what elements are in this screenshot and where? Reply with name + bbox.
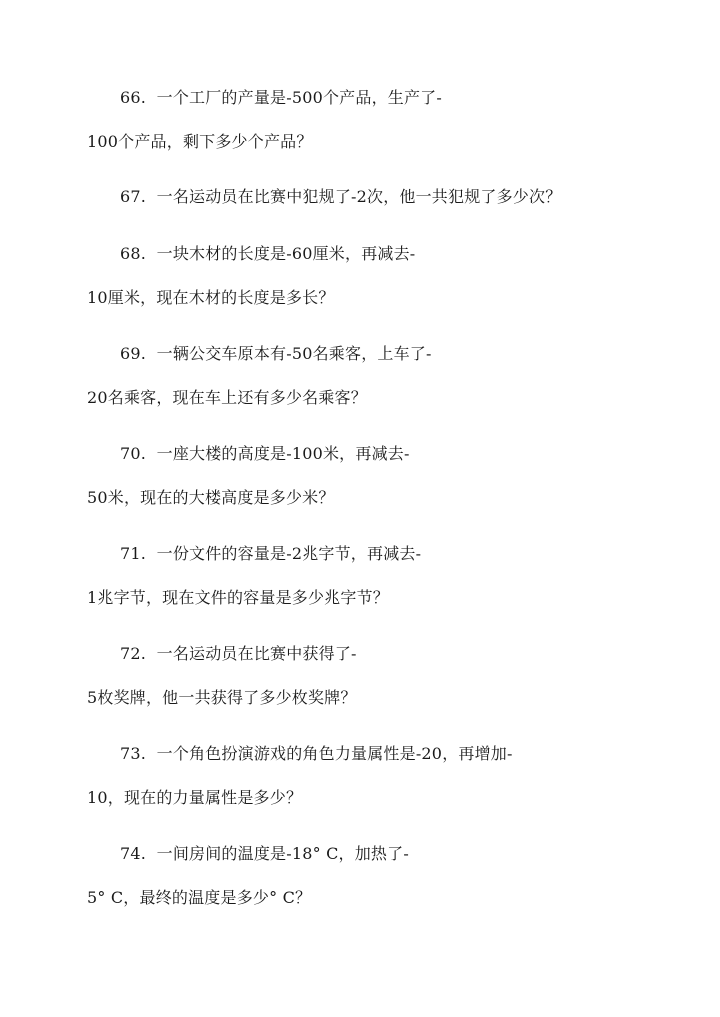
- problem-69-line-2: 20名乘客，现在车上还有多少名乘客？: [87, 388, 367, 407]
- problem-69-line-1: [120, 344, 432, 364]
- problem-68-line-2: 10厘米，现在木材的长度是多长？: [87, 288, 335, 307]
- problem-73-line-1: [120, 744, 513, 764]
- problem-text: 一个工厂的产量是-500个产品，生产了-: [156, 88, 442, 107]
- problem-text: 一辆公交车原本有-50名乘客，上车了-: [156, 344, 432, 363]
- problem-number: 74.: [120, 844, 147, 863]
- problem-number: 73.: [120, 744, 147, 763]
- problem-number: 68.: [120, 244, 147, 263]
- problem-number: 67.: [120, 187, 147, 206]
- problem-text: 一名运动员在比赛中获得了-: [156, 644, 357, 663]
- problem-text: 一份文件的容量是-2兆字节，再减去-: [156, 544, 422, 563]
- problem-74-line-1: [120, 844, 409, 864]
- problem-74-line-2: 5° C，最终的温度是多少° C？: [87, 888, 312, 907]
- problem-text: 一间房间的温度是-18° C，加热了-: [156, 844, 409, 863]
- problem-text: 一座大楼的高度是-100米，再减去-: [156, 444, 410, 463]
- problem-67-line-1: [120, 187, 561, 207]
- problem-number: 66.: [120, 88, 147, 107]
- problem-70-line-2: 50米，现在的大楼高度是多少米？: [87, 488, 335, 507]
- problem-text: 一块木材的长度是-60厘米，再减去-: [156, 244, 416, 263]
- problem-number: 69.: [120, 344, 147, 363]
- problem-72-line-2: 5枚奖牌，他一共获得了多少枚奖牌？: [87, 688, 357, 707]
- problem-text: 一名运动员在比赛中犯规了-2次，他一共犯规了多少次？: [156, 187, 562, 206]
- problem-68-line-1: [120, 244, 415, 264]
- problem-73-line-2: 10，现在的力量属性是多少？: [87, 788, 303, 807]
- problem-number: 70.: [120, 444, 147, 463]
- problem-71-line-1: [120, 544, 421, 564]
- problem-66-line-2: 100个产品，剩下多少个产品？: [87, 132, 313, 151]
- problem-text: 一个角色扮演游戏的角色力量属性是-20，再增加-: [156, 744, 513, 763]
- problem-71-line-2: 1兆字节，现在文件的容量是多少兆字节？: [87, 588, 389, 607]
- problem-70-line-1: [120, 444, 410, 464]
- problem-72-line-1: [120, 644, 357, 664]
- problem-number: 71.: [120, 544, 147, 563]
- problem-number: 72.: [120, 644, 147, 663]
- problem-66-line-1: [120, 88, 442, 108]
